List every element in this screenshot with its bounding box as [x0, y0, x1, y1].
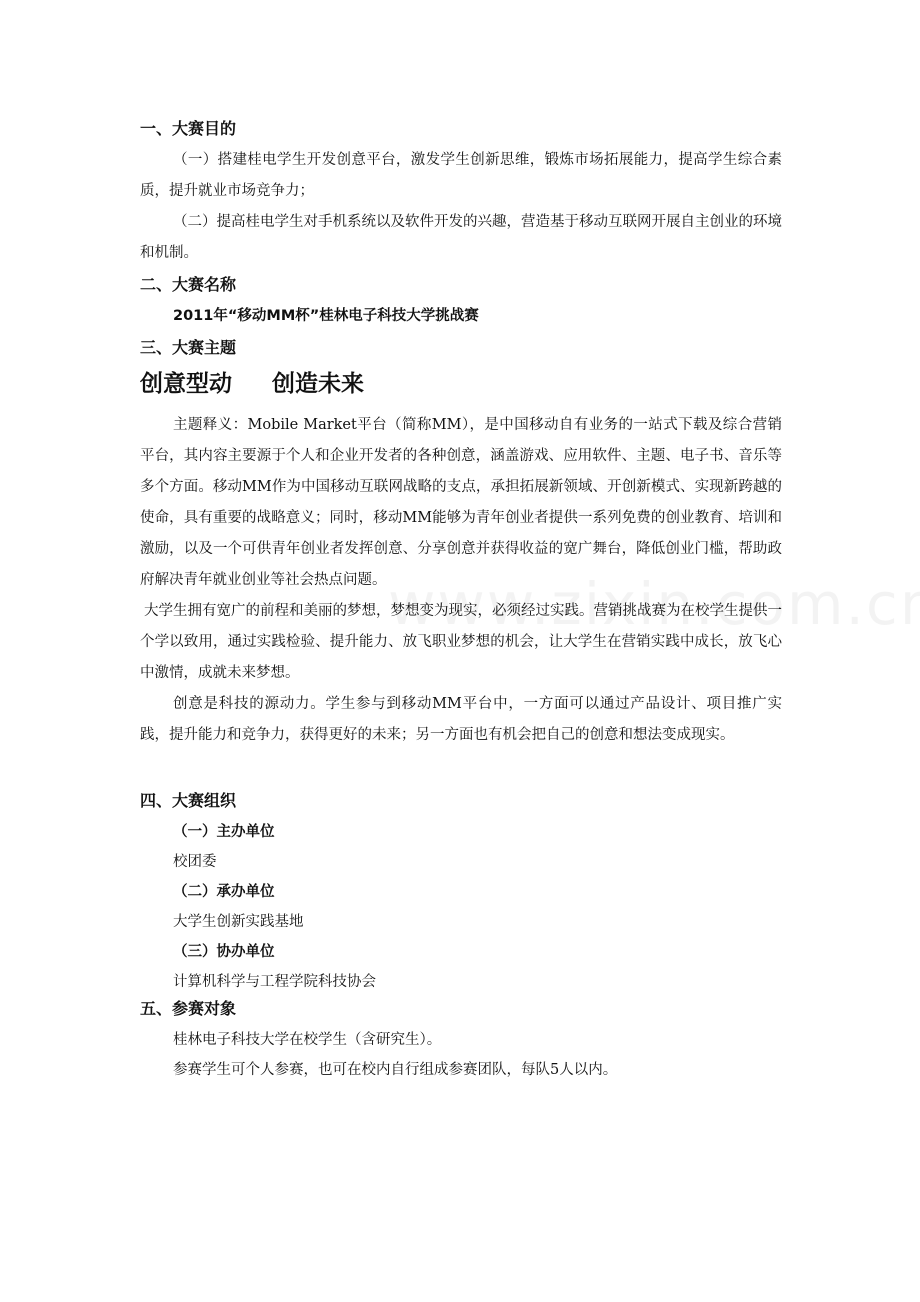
document-body [140, 117, 782, 1085]
section-heading-participants: 五、参赛对象 [140, 999, 237, 1018]
participants-line-1: 桂林电子科技大学在校学生（含研究生）。 [173, 1032, 442, 1048]
theme-slogan: 创意型动 创造未来 [140, 371, 365, 397]
theme-paragraph-3: 创意是科技的源动力。学生参与到移动MM平台中，一方面可以通过产品设计、项目推广实践，提升能力和竞争力，获得更好的未来；另一方面也有机会把自己的创意和想法变成现实。 [140, 696, 782, 743]
section-heading-organization: 四、大赛组织 [140, 791, 237, 810]
contest-name: 2011年“移动MM杯”桂林电子科技大学挑战赛 [173, 308, 479, 324]
host-value: 大学生创新实践基地 [173, 914, 304, 930]
co-organizer-label: （三）协办单位 [173, 944, 275, 960]
organizer-value: 校团委 [173, 854, 217, 870]
theme-paragraph-1: 主题释义：Mobile Market平台（简称MM），是中国移动自有业务的一站式下载及综合营销平台，其内容主要源于个人和企业开发者的各种创意，涵盖游戏、应用软件、主题、电子书、音乐等多个方面。移动MM作为中国移动互联网战略的支点，承担拓展新领域、开创新模式、实现新跨越的使命，具有重要的战略意义；同时，移动MM能够为青年创业者提供一系列免费的创业教育、培训和激励，以及一个可供青年创业者发挥创意、分享创意并获得收益的宽广舞台，降低创业门槛，帮助政府解决青年就业创业等社会热点问题。 [140, 417, 782, 588]
section-heading-name: 二、大赛名称 [140, 275, 237, 294]
theme-paragraph-2: 大学生拥有宽广的前程和美丽的梦想，梦想变为现实，必须经过实践。营销挑战赛为在校学生提供一个学以致用，通过实践检验、提升能力、放飞职业梦想的机会，让大学生在营销实践中成长，放飞心中激情，成就未来梦想。 [140, 603, 782, 681]
section-heading-theme: 三、大赛主题 [140, 338, 237, 357]
purpose-paragraph-2: （二）提高桂电学生对手机系统以及软件开发的兴趣，营造基于移动互联网开展自主创业的环境和机制。 [140, 214, 782, 261]
purpose-paragraph-1: （一）搭建桂电学生开发创意平台，激发学生创新思维，锻炼市场拓展能力，提高学生综合素质，提升就业市场竞争力； [140, 152, 782, 199]
section-heading-purpose: 一、大赛目的 [140, 119, 237, 138]
participants-line-2: 参赛学生可个人参赛，也可在校内自行组成参赛团队，每队5人以内。 [173, 1062, 618, 1078]
host-label: （二）承办单位 [173, 884, 275, 900]
co-organizer-value: 计算机科学与工程学院科技协会 [173, 974, 376, 990]
organizer-label: （一）主办单位 [173, 824, 275, 840]
